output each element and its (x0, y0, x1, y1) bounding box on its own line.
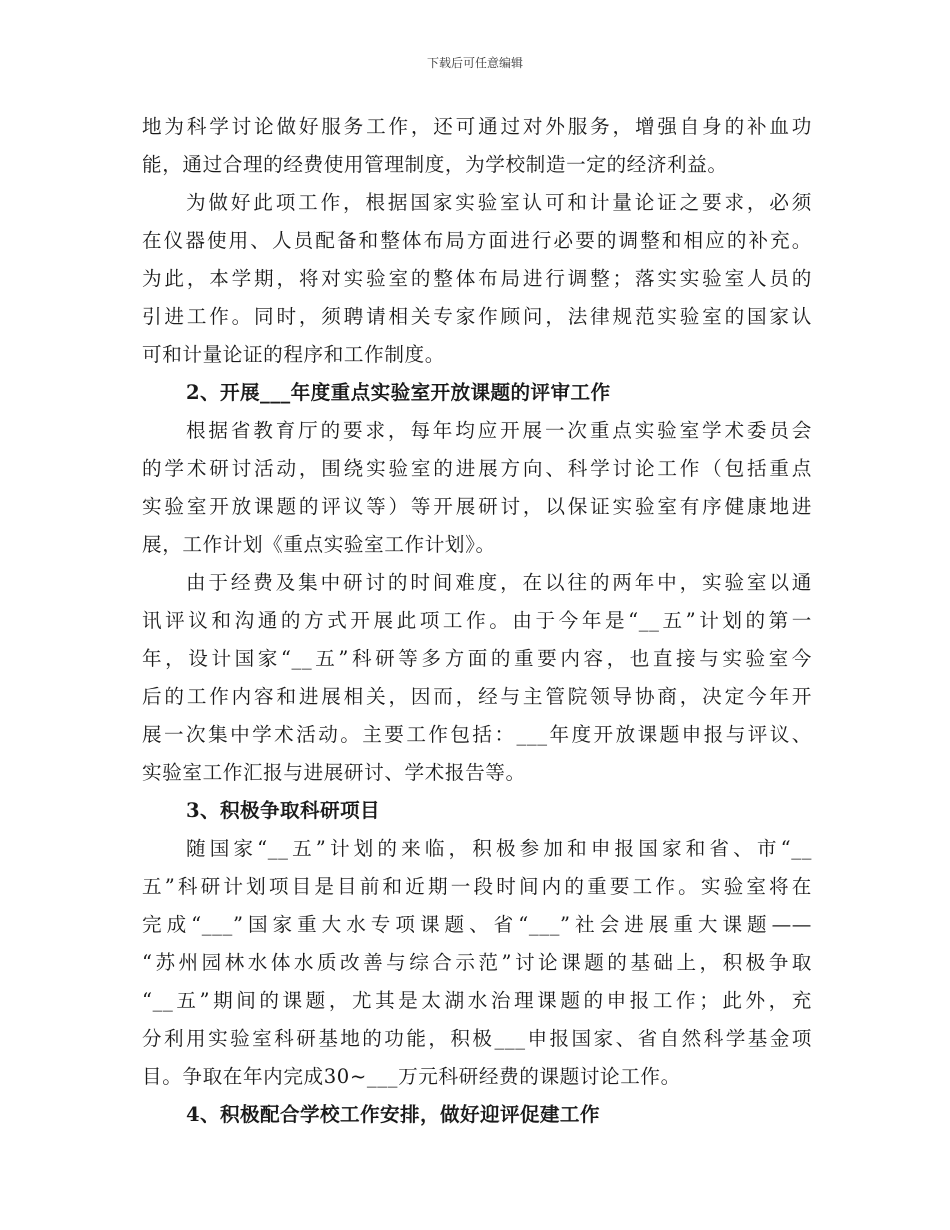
page-header: 下载后可任意编辑 (426, 56, 523, 70)
paragraph-line: 的学术研讨活动，围绕实验室的进展方向、科学讨论工作（包括重点 (142, 457, 812, 480)
paragraph-line: 实验室开放课题的评议等）等开展研讨，以保证实验室有序健康地进 (142, 495, 812, 518)
paragraph-line: 目。争取在年内完成30~___万元科研经费的课题讨论工作。 (142, 1065, 681, 1088)
paragraph-line: 展一次集中学术活动。主要工作包括：___年度开放课题申报与评议、 (142, 723, 812, 746)
paragraph-line: 随国家“__五”计划的来临，积极参加和申报国家和省、市“__ (186, 837, 812, 860)
paragraph-line: 为此，本学期，将对实验室的整体布局进行调整；落实实验室人员的 (142, 267, 812, 290)
section-heading: 2、开展___年度重点实验室开放课题的评审工作 (186, 381, 611, 404)
section-heading: 4、积极配合学校工作安排，做好迎评促建工作 (186, 1103, 600, 1126)
paragraph-line: 完成“___”国家重大水专项课题、省“___”社会进展重大课题—— (142, 913, 812, 936)
paragraph-line: 讯评议和沟通的方式开展此项工作。由于今年是“__五”计划的第一 (142, 609, 812, 632)
paragraph-line: 根据省教育厅的要求，每年均应开展一次重点实验室学术委员会 (186, 419, 812, 442)
paragraph-line: 展，工作计划《重点实验室工作计划》。 (142, 533, 496, 556)
paragraph-line: 为做好此项工作，根据国家实验室认可和计量论证之要求，必须 (186, 191, 812, 214)
paragraph-line: 实验室工作汇报与进展研讨、学术报告等。 (142, 761, 526, 784)
paragraph-line: 后的工作内容和进展相关，因而，经与主管院领导协商，决定今年开 (142, 685, 812, 708)
paragraph-line: 分利用实验室科研基地的功能，积极___申报国家、省自然科学基金项 (142, 1027, 812, 1050)
document-body (142, 108, 812, 1134)
paragraph-line: 在仪器使用、人员配备和整体布局方面进行必要的调整和相应的补充。 (142, 229, 812, 252)
section-heading: 3、积极争取科研项目 (186, 799, 380, 822)
paragraph-line: 五”科研计划项目是目前和近期一段时间内的重要工作。实验室将在 (142, 875, 812, 898)
paragraph-line: 由于经费及集中研讨的时间难度，在以往的两年中，实验室以通 (186, 571, 812, 594)
paragraph-line: 能，通过合理的经费使用管理制度，为学校制造一定的经济利益。 (142, 153, 728, 176)
paragraph-line: 地为科学讨论做好服务工作，还可通过对外服务，增强自身的补血功 (142, 115, 812, 138)
paragraph-line: 年，设计国家“__五”科研等多方面的重要内容，也直接与实验室今 (142, 647, 812, 670)
paragraph-line: “__五”期间的课题，尤其是太湖水治理课题的申报工作；此外，充 (142, 989, 812, 1012)
paragraph-line: “苏州园林水体水质改善与综合示范”讨论课题的基础上，积极争取 (142, 951, 812, 974)
paragraph-line: 引进工作。同时，须聘请相关专家作顾问，法律规范实验室的国家认 (142, 305, 812, 328)
paragraph-line: 可和计量论证的程序和工作制度。 (142, 343, 445, 366)
